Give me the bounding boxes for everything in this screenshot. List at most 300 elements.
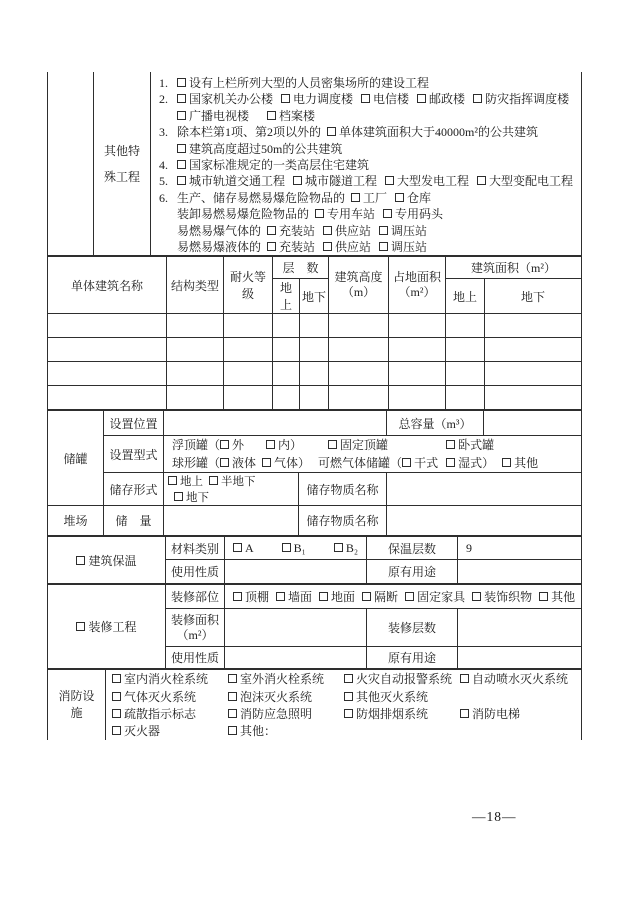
col-header-building-name: 单体建筑名称 — [48, 257, 167, 314]
checkbox-icon[interactable] — [228, 692, 237, 701]
option-label: 室内消火栓系统 — [124, 672, 209, 687]
building-input-cell[interactable] — [224, 386, 273, 410]
checkbox-icon[interactable] — [177, 160, 186, 169]
checkbox-option[interactable] — [472, 590, 532, 604]
tank-substance-input-cell[interactable] — [387, 473, 582, 506]
tank-type-label: 设置型式 — [104, 436, 164, 473]
building-input-cell[interactable] — [329, 314, 389, 338]
insulation-layers-value[interactable]: 9 — [458, 537, 582, 560]
building-input-cell[interactable] — [329, 338, 389, 362]
checkbox-icon[interactable] — [361, 94, 370, 103]
col-subheader-area-below: 地下 — [485, 279, 582, 314]
checkbox-option[interactable] — [539, 590, 575, 604]
checkbox-option[interactable] — [281, 92, 353, 106]
building-table-row — [48, 386, 582, 410]
decoration-usage-input-cell[interactable] — [225, 647, 367, 669]
checkbox-icon[interactable] — [539, 592, 548, 601]
building-input-cell[interactable] — [167, 314, 224, 338]
building-table-row — [48, 362, 582, 386]
item-number: 1. — [159, 76, 168, 90]
option-label: 防烟排烟系统 — [356, 706, 429, 721]
building-input-cell[interactable] — [446, 362, 485, 386]
checkbox-icon[interactable] — [395, 193, 404, 202]
checkbox-option[interactable] — [293, 174, 377, 188]
checkbox-option[interactable] — [460, 706, 576, 723]
checkbox-icon[interactable] — [267, 242, 276, 251]
building-input-cell[interactable] — [224, 314, 273, 338]
building-input-cell[interactable] — [167, 386, 224, 410]
option-label: 其他 — [514, 456, 539, 471]
checkbox-icon[interactable] — [76, 622, 85, 631]
building-table-row — [48, 338, 582, 362]
checkbox-icon[interactable] — [220, 458, 229, 467]
building-input-cell[interactable] — [48, 386, 167, 410]
special-project-line — [159, 75, 579, 91]
special-project-line — [159, 91, 579, 107]
option-label: 固定顶罐 — [340, 438, 389, 453]
option-label: 建筑高度超过50m的公共建筑 — [189, 141, 343, 156]
building-input-cell[interactable] — [273, 362, 300, 386]
building-table-body — [48, 314, 582, 410]
checkbox-option[interactable] — [315, 207, 375, 221]
checkbox-option[interactable] — [344, 671, 460, 688]
checkbox-option[interactable] — [460, 671, 576, 688]
checkbox-option[interactable] — [323, 224, 371, 238]
checkbox-option[interactable] — [220, 438, 244, 452]
building-input-cell[interactable] — [389, 314, 446, 338]
option-label: 易燃易爆液体的 — [177, 240, 262, 255]
option-label: 可燃气体储罐（ — [318, 456, 403, 471]
building-input-cell[interactable] — [273, 338, 300, 362]
checkbox-icon[interactable] — [267, 111, 276, 120]
option-label: 其他灭火系统 — [356, 689, 429, 704]
checkbox-icon[interactable] — [112, 709, 121, 718]
building-input-cell[interactable] — [485, 338, 582, 362]
checkbox-icon[interactable] — [328, 440, 337, 449]
option-label: 火灾自动报警系统 — [356, 672, 453, 687]
option-label: 卧式罐 — [458, 438, 495, 453]
yard-quantity-input-cell[interactable] — [164, 506, 299, 536]
option-label: 国家机关办公楼 — [189, 92, 274, 107]
checkbox-icon[interactable] — [233, 592, 242, 601]
text-segment — [318, 456, 402, 470]
checkbox-icon[interactable] — [233, 543, 242, 552]
fire-facilities-row — [112, 723, 579, 740]
checkbox-icon[interactable] — [319, 592, 328, 601]
checkbox-icon[interactable] — [220, 440, 229, 449]
option-label: 城市轨道交通工程 — [189, 174, 286, 189]
decoration-part-options-cell — [225, 585, 582, 609]
option-label: 调压站 — [391, 223, 428, 238]
checkbox-option[interactable] — [334, 541, 358, 555]
checkbox-icon[interactable] — [344, 709, 353, 718]
checkbox-option[interactable] — [228, 671, 344, 688]
building-input-cell[interactable] — [389, 362, 446, 386]
checkbox-icon[interactable] — [112, 726, 121, 735]
page-number: —18— — [472, 809, 517, 824]
yard-substance-label: 储存物质名称 — [299, 506, 387, 536]
checkbox-option[interactable] — [276, 590, 312, 604]
insulation-layers-label: 保温层数 — [367, 537, 458, 560]
checkbox-option[interactable] — [177, 109, 249, 123]
fire-facilities-row — [112, 706, 579, 723]
checkbox-option[interactable] — [177, 76, 429, 90]
option-label: B₂ — [345, 540, 359, 555]
checkbox-icon[interactable] — [334, 543, 343, 552]
checkbox-icon[interactable] — [446, 458, 455, 467]
option-label: 顶棚 — [245, 590, 270, 605]
building-input-cell[interactable] — [48, 314, 167, 338]
checkbox-icon[interactable] — [473, 94, 482, 103]
option-label: 灭火器 — [124, 724, 161, 739]
building-input-cell[interactable] — [224, 362, 273, 386]
col-header-building-height — [329, 257, 389, 314]
checkbox-icon[interactable] — [76, 556, 85, 565]
checkbox-icon[interactable] — [177, 94, 186, 103]
option-label: 球形罐（ — [172, 456, 221, 471]
special-projects-section — [47, 72, 582, 256]
checkbox-option[interactable] — [344, 689, 460, 706]
option-label: 单体建筑面积大于40000m²的公共建筑 — [339, 125, 538, 140]
checkbox-option[interactable] — [233, 541, 254, 555]
checkbox-icon[interactable] — [228, 709, 237, 718]
checkbox-icon[interactable] — [402, 458, 411, 467]
tank-capacity-label: 总容量（m³） — [387, 411, 484, 436]
building-input-cell[interactable] — [329, 362, 389, 386]
checkbox-icon[interactable] — [168, 476, 177, 485]
tank-storage-form-label: 储存形式 — [104, 473, 164, 506]
building-table — [47, 256, 582, 410]
checkbox-option[interactable] — [267, 240, 315, 254]
option-label: 充装站 — [279, 240, 316, 255]
building-input-cell[interactable] — [446, 338, 485, 362]
building-input-cell[interactable] — [167, 338, 224, 362]
option-label: 装修工程 — [88, 620, 137, 635]
building-input-cell[interactable] — [224, 338, 273, 362]
decoration-floors-input-cell[interactable] — [458, 609, 582, 647]
checkbox-option[interactable] — [328, 438, 388, 452]
checkbox-option[interactable] — [405, 590, 465, 604]
option-label: 墙面 — [288, 590, 313, 605]
checkbox-option[interactable] — [177, 158, 369, 172]
checkbox-icon[interactable] — [379, 242, 388, 251]
building-height-label: 建筑高度 — [334, 270, 383, 285]
option-label: 专用码头 — [395, 207, 444, 222]
option-label: 供应站 — [335, 223, 372, 238]
checkbox-icon[interactable] — [228, 726, 237, 735]
building-input-cell[interactable] — [446, 386, 485, 410]
checkbox-icon[interactable] — [344, 692, 353, 701]
fire-facilities-row — [112, 689, 579, 706]
checkbox-option[interactable] — [267, 109, 315, 123]
option-label: 气体灭火系统 — [124, 689, 197, 704]
building-input-cell[interactable] — [485, 362, 582, 386]
decoration-original-use-label: 原有用途 — [367, 647, 458, 669]
checkbox-icon[interactable] — [112, 674, 121, 683]
tank-substance-label: 储存物质名称 — [299, 473, 387, 506]
building-input-cell[interactable] — [300, 362, 329, 386]
building-input-cell[interactable] — [446, 314, 485, 338]
tank-section — [47, 410, 582, 536]
col-subheader-floors-below: 地下 — [300, 279, 329, 314]
checkbox-option[interactable] — [112, 689, 228, 706]
building-height-unit: （m） — [341, 285, 376, 300]
checkbox-icon[interactable] — [112, 692, 121, 701]
checkbox-option[interactable] — [402, 456, 438, 470]
option-label: 隔断 — [374, 590, 399, 605]
option-label: 装卸易燃易爆危险物品的 — [177, 207, 310, 222]
checkbox-icon[interactable] — [446, 440, 455, 449]
decoration-section — [47, 584, 582, 669]
building-input-cell[interactable] — [389, 386, 446, 410]
option-label: 泡沫灭火系统 — [240, 689, 313, 704]
checkbox-option[interactable] — [174, 492, 209, 504]
checkbox-option[interactable] — [383, 207, 443, 221]
continued-rowlabel-cell — [48, 72, 94, 256]
checkbox-icon[interactable] — [266, 440, 275, 449]
checkbox-icon[interactable] — [417, 94, 426, 103]
land-area-label: 占地面积 — [393, 270, 442, 285]
option-label: 大型发电工程 — [397, 174, 470, 189]
col-header-structure-type: 结构类型 — [167, 257, 224, 314]
decoration-area-unit: （m²） — [176, 627, 214, 642]
tank-type-options-cell — [164, 436, 582, 473]
option-label: 浮顶罐（ — [172, 438, 221, 453]
checkbox-icon[interactable] — [293, 176, 302, 185]
option-label: 外 — [232, 438, 245, 453]
insulation-material-options-cell — [225, 537, 367, 560]
checkbox-option[interactable] — [385, 174, 469, 188]
building-input-cell[interactable] — [48, 338, 167, 362]
option-label: 内） — [278, 438, 303, 453]
insulation-section — [47, 536, 582, 584]
checkbox-option[interactable] — [351, 191, 387, 205]
checkbox-option[interactable] — [502, 456, 538, 470]
checkbox-icon[interactable] — [174, 492, 183, 501]
checkbox-icon[interactable] — [209, 476, 218, 485]
text-segment — [177, 191, 345, 205]
building-input-cell[interactable] — [329, 386, 389, 410]
text-segment — [177, 207, 309, 221]
option-label: B₁ — [293, 540, 306, 555]
checkbox-option[interactable] — [417, 92, 465, 106]
item-number: 6. — [159, 190, 168, 205]
building-input-cell[interactable] — [300, 338, 329, 362]
building-input-cell[interactable] — [300, 314, 329, 338]
tank-type-line1 — [172, 436, 579, 454]
insulation-usage-label: 使用性质 — [166, 560, 225, 584]
checkbox-option[interactable] — [177, 92, 273, 106]
checkbox-option[interactable] — [379, 224, 427, 238]
building-input-cell[interactable] — [300, 386, 329, 410]
item-number: 4. — [159, 158, 168, 173]
checkbox-icon[interactable] — [460, 709, 469, 718]
checkbox-option[interactable] — [473, 92, 569, 106]
decoration-section-checkbox — [48, 585, 166, 669]
col-header-floors: 层 数 — [273, 257, 329, 279]
decoration-floors-label: 装修层数 — [367, 609, 458, 647]
option-label: 地下 — [186, 492, 209, 505]
option-label: 仓库 — [407, 190, 432, 205]
text-segment — [177, 125, 321, 139]
building-input-cell[interactable] — [167, 362, 224, 386]
building-input-cell[interactable] — [485, 314, 582, 338]
option-label: 装饰织物 — [484, 590, 533, 605]
checkbox-option[interactable] — [267, 224, 315, 238]
checkbox-option[interactable] — [209, 476, 256, 488]
checkbox-icon[interactable] — [177, 78, 186, 87]
decoration-part-label: 装修部位 — [166, 585, 225, 609]
special-project-line — [159, 223, 579, 239]
text-segment — [177, 240, 261, 254]
tank-capacity-input-cell[interactable] — [484, 411, 582, 436]
checkbox-option[interactable] — [168, 476, 203, 488]
checkbox-icon[interactable] — [385, 176, 394, 185]
checkbox-option[interactable] — [319, 590, 355, 604]
checkbox-option[interactable] — [228, 689, 344, 706]
checkbox-icon[interactable] — [282, 543, 291, 552]
checkbox-option[interactable] — [344, 706, 460, 723]
option-label: 电信楼 — [373, 92, 410, 107]
checkbox-option[interactable] — [282, 541, 306, 555]
option-label: 气体） — [274, 456, 311, 471]
option-label: 其他： — [240, 724, 277, 739]
checkbox-icon[interactable] — [460, 674, 469, 683]
checkbox-option[interactable] — [177, 174, 285, 188]
checkbox-icon[interactable] — [379, 226, 388, 235]
checkbox-icon[interactable] — [323, 226, 332, 235]
col-header-land-area — [389, 257, 446, 314]
checkbox-icon[interactable] — [323, 242, 332, 251]
checkbox-option[interactable] — [262, 456, 310, 470]
checkbox-option[interactable] — [361, 92, 409, 106]
checkbox-option[interactable] — [446, 456, 494, 470]
building-input-cell[interactable] — [273, 386, 300, 410]
insulation-original-use-input-cell[interactable] — [458, 560, 582, 584]
col-subheader-floors-above: 地上 — [273, 279, 300, 314]
checkbox-icon[interactable] — [177, 144, 186, 153]
insulation-usage-input-cell[interactable] — [225, 560, 367, 584]
checkbox-option[interactable] — [362, 590, 398, 604]
checkbox-option[interactable] — [379, 240, 427, 254]
checkbox-icon[interactable] — [262, 458, 271, 467]
decoration-usage-label: 使用性质 — [166, 647, 225, 669]
checkbox-icon[interactable] — [177, 111, 186, 120]
checkbox-option[interactable] — [233, 590, 269, 604]
checkbox-icon[interactable] — [228, 674, 237, 683]
option-label: 调压站 — [391, 240, 428, 255]
special-project-line — [159, 157, 579, 173]
fire-facilities-section — [47, 669, 582, 740]
building-input-cell[interactable] — [273, 314, 300, 338]
yard-rowlabel: 堆场 — [48, 506, 104, 536]
checkbox-option[interactable] — [220, 456, 256, 470]
checkbox-icon[interactable] — [383, 209, 392, 218]
decoration-area-label — [166, 609, 225, 647]
checkbox-icon[interactable] — [327, 127, 336, 136]
option-label: 生产、储存易燃易爆危险物品的 — [177, 190, 346, 205]
special-project-line — [159, 206, 579, 222]
checkbox-option[interactable] — [228, 706, 344, 723]
checkbox-icon[interactable] — [267, 226, 276, 235]
checkbox-option[interactable] — [112, 706, 228, 723]
fire-facilities-row — [112, 671, 579, 688]
fire-facilities-rowlabel — [48, 670, 106, 740]
checkbox-option[interactable] — [323, 240, 371, 254]
special-projects-rowlabel-line2: 殊工程 — [103, 169, 140, 184]
checkbox-icon[interactable] — [281, 94, 290, 103]
land-area-unit: （m²） — [398, 285, 436, 300]
decoration-area-input-cell[interactable] — [225, 609, 367, 647]
item-number: 2. — [159, 92, 168, 107]
checkbox-icon[interactable] — [315, 209, 324, 218]
checkbox-icon[interactable] — [502, 458, 511, 467]
option-label: 半地下 — [221, 476, 256, 489]
option-label: 供应站 — [335, 240, 372, 255]
building-input-cell[interactable] — [485, 386, 582, 410]
checkbox-option[interactable] — [395, 191, 431, 205]
checkbox-option[interactable] — [112, 723, 228, 740]
col-header-fire-rating: 耐火等级 — [224, 257, 273, 314]
insulation-original-use-label: 原有用途 — [367, 560, 458, 584]
special-project-line — [159, 190, 579, 206]
building-input-cell[interactable] — [389, 338, 446, 362]
insulation-section-checkbox — [48, 537, 166, 584]
checkbox-option[interactable] — [327, 125, 538, 139]
option-label: 工厂 — [363, 190, 388, 205]
checkbox-option[interactable] — [266, 438, 302, 452]
checkbox-option[interactable] — [446, 438, 494, 452]
checkbox-option[interactable] — [477, 174, 573, 188]
checkbox-option[interactable] — [177, 142, 342, 156]
checkbox-icon[interactable] — [362, 592, 371, 601]
checkbox-icon[interactable] — [344, 674, 353, 683]
special-project-line — [159, 124, 579, 140]
checkbox-icon[interactable] — [472, 592, 481, 601]
checkbox-option[interactable] — [76, 554, 136, 568]
item-number: 5. — [159, 174, 168, 189]
tank-storage-options-cell — [164, 473, 299, 506]
building-input-cell[interactable] — [48, 362, 167, 386]
tank-position-input-cell[interactable] — [164, 411, 387, 436]
option-label: 易燃易爆气体的 — [177, 223, 262, 238]
special-project-line — [159, 173, 579, 189]
yard-quantity-label: 储 量 — [104, 506, 164, 536]
option-label: 液体 — [232, 456, 257, 471]
text-segment — [177, 224, 261, 238]
checkbox-option[interactable] — [228, 723, 344, 740]
option-label: 疏散指示标志 — [124, 706, 197, 721]
checkbox-icon[interactable] — [351, 193, 360, 202]
option-label: 广播电视楼 — [189, 108, 250, 123]
checkbox-icon[interactable] — [405, 592, 414, 601]
fire-facilities-rowlabel-line2: 施 — [70, 706, 83, 721]
item-number: 3. — [159, 125, 168, 140]
option-label: 档案楼 — [279, 108, 316, 123]
option-label: 消防应急照明 — [240, 706, 313, 721]
fire-facilities-rowlabel-line1: 消防设 — [58, 689, 95, 704]
form-table — [47, 72, 581, 740]
decoration-original-use-input-cell[interactable] — [458, 647, 582, 669]
special-projects-content-cell — [151, 72, 582, 256]
checkbox-option[interactable] — [112, 671, 228, 688]
checkbox-icon[interactable] — [477, 176, 486, 185]
checkbox-option[interactable] — [76, 620, 136, 634]
yard-substance-input-cell[interactable] — [387, 506, 582, 536]
checkbox-icon[interactable] — [276, 592, 285, 601]
checkbox-icon[interactable] — [177, 176, 186, 185]
decoration-area-label-line1: 装修面积 — [170, 612, 219, 627]
